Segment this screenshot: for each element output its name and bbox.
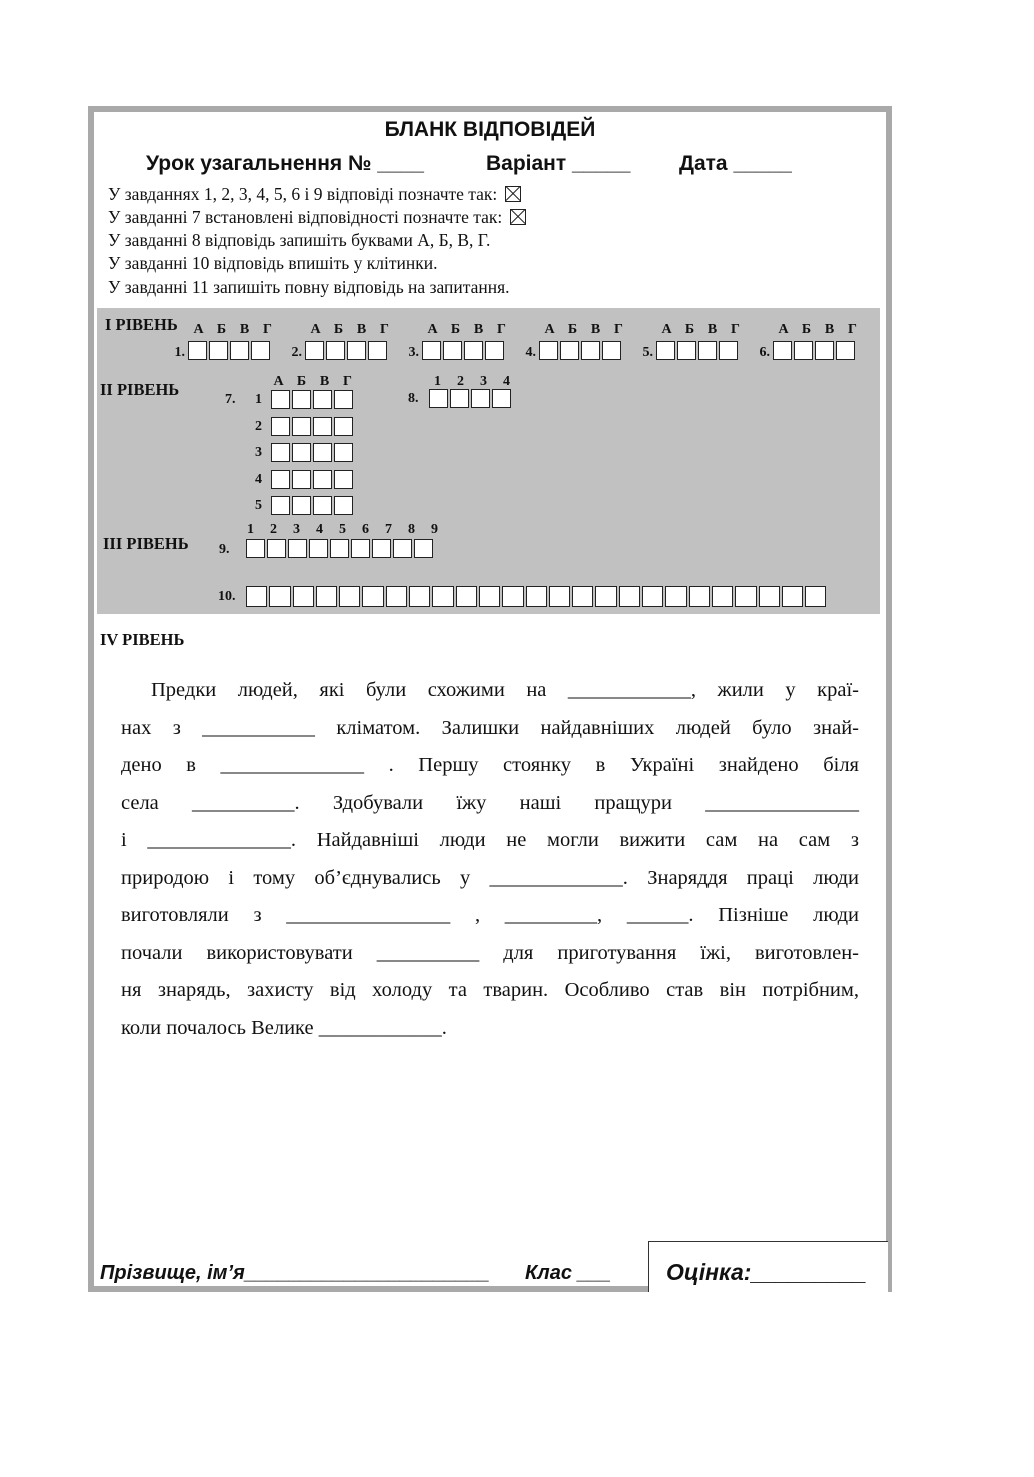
answer-cell[interactable]	[209, 341, 228, 360]
question-9-boxes	[246, 539, 435, 558]
option-letter: В	[239, 322, 250, 337]
passage-line: природою і тому об’єднувались у _____________. Знаряддя праці люди	[121, 866, 859, 889]
option-letter: Б	[684, 322, 695, 337]
answer-cell[interactable]	[271, 470, 290, 489]
instruction-line: У завданні 8 відповідь запишіть буквами А, Б, В, Г.	[108, 230, 491, 250]
option-letters	[426, 374, 518, 390]
answer-cell[interactable]	[292, 443, 311, 462]
option-letters	[421, 322, 513, 338]
option-letter: А	[544, 322, 555, 337]
answer-cell[interactable]	[334, 496, 353, 515]
answer-cell[interactable]	[414, 539, 433, 558]
checked-box-icon	[505, 186, 521, 202]
answer-cell[interactable]	[642, 586, 663, 607]
level-4-label: IV РІВЕНЬ	[100, 630, 185, 649]
answer-cell[interactable]	[815, 341, 834, 360]
lesson-number-field[interactable]: Урок узагальнення № ____	[146, 152, 424, 175]
answer-cell[interactable]	[665, 586, 686, 607]
option-letter: В	[590, 322, 601, 337]
answer-cell[interactable]	[656, 341, 675, 360]
answer-cell[interactable]	[492, 389, 511, 408]
option-letter: Г	[614, 322, 623, 337]
answer-cell[interactable]	[267, 539, 286, 558]
option-letter: 5	[339, 522, 346, 537]
answer-cell[interactable]	[313, 443, 332, 462]
answer-cell[interactable]	[313, 417, 332, 436]
option-letter: А	[273, 374, 284, 389]
question-7-row-boxes	[271, 470, 355, 489]
answer-cell[interactable]	[316, 586, 337, 607]
answer-cell[interactable]	[422, 341, 441, 360]
row-label: 2	[255, 418, 262, 434]
option-letter: 8	[408, 522, 415, 537]
answer-cell[interactable]	[292, 470, 311, 489]
answer-cell[interactable]	[479, 586, 500, 607]
option-letter: 4	[316, 522, 323, 537]
row-label: 5	[255, 498, 262, 513]
answer-cell[interactable]	[188, 341, 207, 360]
question-number: 2.	[291, 345, 302, 360]
option-letters	[655, 322, 747, 338]
answer-cell[interactable]	[735, 586, 756, 607]
answer-cell[interactable]	[549, 586, 570, 607]
passage-line: Предки людей, які були схожими на ____________, жили у краї-	[151, 679, 859, 701]
answer-cell[interactable]	[334, 470, 353, 489]
answer-cell[interactable]	[269, 586, 290, 607]
answer-cell[interactable]	[712, 586, 733, 607]
answer-cell[interactable]	[677, 341, 696, 360]
answer-cell[interactable]	[334, 417, 353, 436]
question-6-boxes	[773, 341, 857, 360]
answer-cell[interactable]	[595, 586, 616, 607]
answer-cell[interactable]	[271, 443, 290, 462]
option-letter: Г	[380, 322, 389, 337]
answer-cell[interactable]	[230, 341, 249, 360]
answer-grid-area	[97, 308, 880, 614]
option-letter: А	[778, 322, 789, 337]
option-letter: 2	[270, 522, 277, 537]
question-7-row-boxes	[271, 390, 355, 409]
answer-cell[interactable]	[347, 341, 366, 360]
passage-line: нах з ___________ кліматом. Залишки найдавніших людей було знай-	[121, 716, 859, 739]
answer-cell[interactable]	[362, 586, 383, 607]
option-letter: Б	[801, 322, 812, 337]
option-letter: 3	[293, 522, 300, 537]
answer-cell[interactable]	[246, 586, 267, 607]
passage-line: і ______________. Найдавніші люди не могли вижити сам на сам з	[121, 829, 859, 851]
answer-cell[interactable]	[372, 539, 391, 558]
answer-cell[interactable]	[432, 586, 453, 607]
answer-cell[interactable]	[759, 586, 780, 607]
option-letter: В	[707, 322, 718, 337]
answer-cell[interactable]	[288, 539, 307, 558]
grade-field[interactable]: Оцінка:_________	[666, 1259, 867, 1285]
option-letter: 3	[480, 374, 487, 389]
answer-cell[interactable]	[619, 586, 640, 607]
question-7-row-boxes	[271, 417, 355, 436]
row-label: 4	[255, 471, 262, 487]
question-2-boxes	[305, 341, 389, 360]
answer-cell[interactable]	[334, 443, 353, 462]
instruction-line: У завданні 10 відповідь впишіть у клітинки.	[108, 253, 438, 273]
answer-cell[interactable]	[443, 341, 462, 360]
option-letter: Г	[731, 322, 740, 337]
answer-cell[interactable]	[464, 341, 483, 360]
option-letters	[772, 322, 864, 338]
level-2-label: ІІ РІВЕНЬ	[100, 380, 180, 399]
option-letter: 2	[457, 374, 464, 389]
option-letter: 1	[247, 522, 254, 537]
question-number: 9.	[219, 542, 230, 557]
answer-cell[interactable]	[805, 586, 826, 607]
answer-cell[interactable]	[719, 341, 738, 360]
question-7-row-boxes	[271, 496, 355, 515]
question-number: 3.	[408, 345, 419, 360]
question-8-boxes	[429, 389, 513, 408]
question-10-boxes	[246, 586, 828, 607]
answer-cell[interactable]	[698, 341, 717, 360]
answer-cell[interactable]	[339, 586, 360, 607]
question-7-row-boxes	[271, 443, 355, 462]
option-letter: Г	[343, 374, 352, 389]
answer-cell[interactable]	[782, 586, 803, 607]
question-number: 7.	[225, 392, 236, 407]
answer-cell[interactable]	[246, 539, 265, 558]
passage-line: виготовляли з ________________ , _________, ______. Пізніше люди	[121, 904, 859, 926]
question-1-boxes	[188, 341, 272, 360]
option-letters	[304, 322, 396, 338]
answer-cell[interactable]	[502, 586, 523, 607]
question-number: 6.	[759, 345, 770, 360]
passage-line: почали використовувати __________ для приготування їжі, виготовлен-	[121, 941, 859, 964]
answer-cell[interactable]	[271, 417, 290, 436]
level-3-label: ІІІ РІВЕНЬ	[103, 534, 189, 553]
option-letter: А	[661, 322, 672, 337]
answer-cell[interactable]	[368, 341, 387, 360]
fill-in-passage	[121, 672, 859, 1047]
instruction-line: У завданні 7 встановлені відповідності позначте так:	[108, 207, 526, 228]
option-letter: В	[356, 322, 367, 337]
option-letter: А	[310, 322, 321, 337]
option-letter: 4	[503, 374, 510, 389]
answer-cell[interactable]	[313, 470, 332, 489]
answer-cell[interactable]	[689, 586, 710, 607]
row-label: 3	[255, 445, 262, 460]
option-letter: 1	[434, 374, 441, 389]
answer-cell[interactable]	[271, 390, 290, 409]
option-letter: Б	[567, 322, 578, 337]
answer-cell[interactable]	[794, 341, 813, 360]
answer-cell[interactable]	[485, 341, 504, 360]
option-letters	[538, 322, 630, 338]
answer-cell[interactable]	[313, 390, 332, 409]
date-field[interactable]: Дата _____	[679, 152, 792, 175]
answer-cell[interactable]	[409, 586, 430, 607]
question-3-boxes	[422, 341, 506, 360]
option-letter: Г	[263, 322, 272, 337]
option-letters	[239, 522, 446, 538]
answer-cell[interactable]	[539, 341, 558, 360]
answer-cell[interactable]	[456, 586, 477, 607]
answer-cell[interactable]	[251, 341, 270, 360]
option-letter: В	[824, 322, 835, 337]
row-label: 1	[255, 392, 262, 407]
answer-cell[interactable]	[292, 496, 311, 515]
answer-cell[interactable]	[393, 539, 412, 558]
answer-cell[interactable]	[581, 341, 600, 360]
checked-box-icon	[510, 209, 526, 225]
passage-line: дено в ______________ . Першу стоянку в Україні знайдено біля	[121, 754, 859, 776]
answer-cell[interactable]	[572, 586, 593, 607]
answer-cell[interactable]	[309, 539, 328, 558]
option-letter: Б	[333, 322, 344, 337]
answer-cell[interactable]	[560, 341, 579, 360]
answer-cell[interactable]	[602, 341, 621, 360]
answer-cell[interactable]	[293, 586, 314, 607]
option-letter: А	[427, 322, 438, 337]
answer-cell[interactable]	[773, 341, 792, 360]
answer-cell[interactable]	[351, 539, 370, 558]
question-number: 5.	[642, 345, 653, 360]
question-number: 4.	[525, 345, 536, 360]
variant-field[interactable]: Варіант _____	[486, 152, 631, 175]
question-5-boxes	[656, 341, 740, 360]
answer-cell[interactable]	[471, 389, 490, 408]
question-number: 10.	[218, 589, 236, 604]
instruction-line: У завданні 11 запишіть повну відповідь на запитання.	[108, 277, 510, 297]
answer-cell[interactable]	[326, 341, 345, 360]
option-letter: 9	[431, 522, 438, 537]
answer-sheet	[88, 106, 892, 1292]
answer-cell[interactable]	[330, 539, 349, 558]
answer-cell[interactable]	[305, 341, 324, 360]
answer-cell[interactable]	[836, 341, 855, 360]
passage-line: коли почалось Велике ____________.	[121, 1016, 447, 1039]
option-letter: В	[473, 322, 484, 337]
answer-cell[interactable]	[429, 389, 448, 408]
question-number: 8.	[408, 391, 419, 406]
student-name-field[interactable]: Прізвище, ім’я______________________	[100, 1262, 490, 1284]
option-letter: Б	[450, 322, 461, 337]
answer-cell[interactable]	[292, 390, 311, 409]
passage-line: села __________. Здобували їжу наші пращури _______________	[121, 791, 859, 814]
answer-cell[interactable]	[292, 417, 311, 436]
answer-cell[interactable]	[386, 586, 407, 607]
option-letter: 7	[385, 522, 392, 537]
answer-cell[interactable]	[271, 496, 290, 515]
option-letters	[267, 374, 359, 390]
option-letter: В	[319, 374, 330, 389]
option-letter: Б	[216, 322, 227, 337]
answer-cell[interactable]	[313, 496, 332, 515]
option-letter: Б	[296, 374, 307, 389]
class-field[interactable]: Клас ___	[525, 1262, 611, 1284]
instruction-line: У завданнях 1, 2, 3, 4, 5, 6 і 9 відповіді позначте так:	[108, 184, 521, 205]
option-letter: А	[193, 322, 204, 337]
level-1-label: І РІВЕНЬ	[105, 315, 178, 334]
answer-cell[interactable]	[450, 389, 469, 408]
question-4-boxes	[539, 341, 623, 360]
option-letter: 6	[362, 522, 369, 537]
question-number: 1.	[174, 345, 185, 360]
passage-line: ня знарядь, захисту від холоду та тварин. Особливо став він потрібним,	[121, 979, 859, 1001]
option-letters	[187, 322, 279, 338]
sheet-title: БЛАНК ВІДПОВІДЕЙ	[384, 118, 596, 141]
option-letter: Г	[848, 322, 857, 337]
option-letter: Г	[497, 322, 506, 337]
answer-cell[interactable]	[526, 586, 547, 607]
answer-cell[interactable]	[334, 390, 353, 409]
